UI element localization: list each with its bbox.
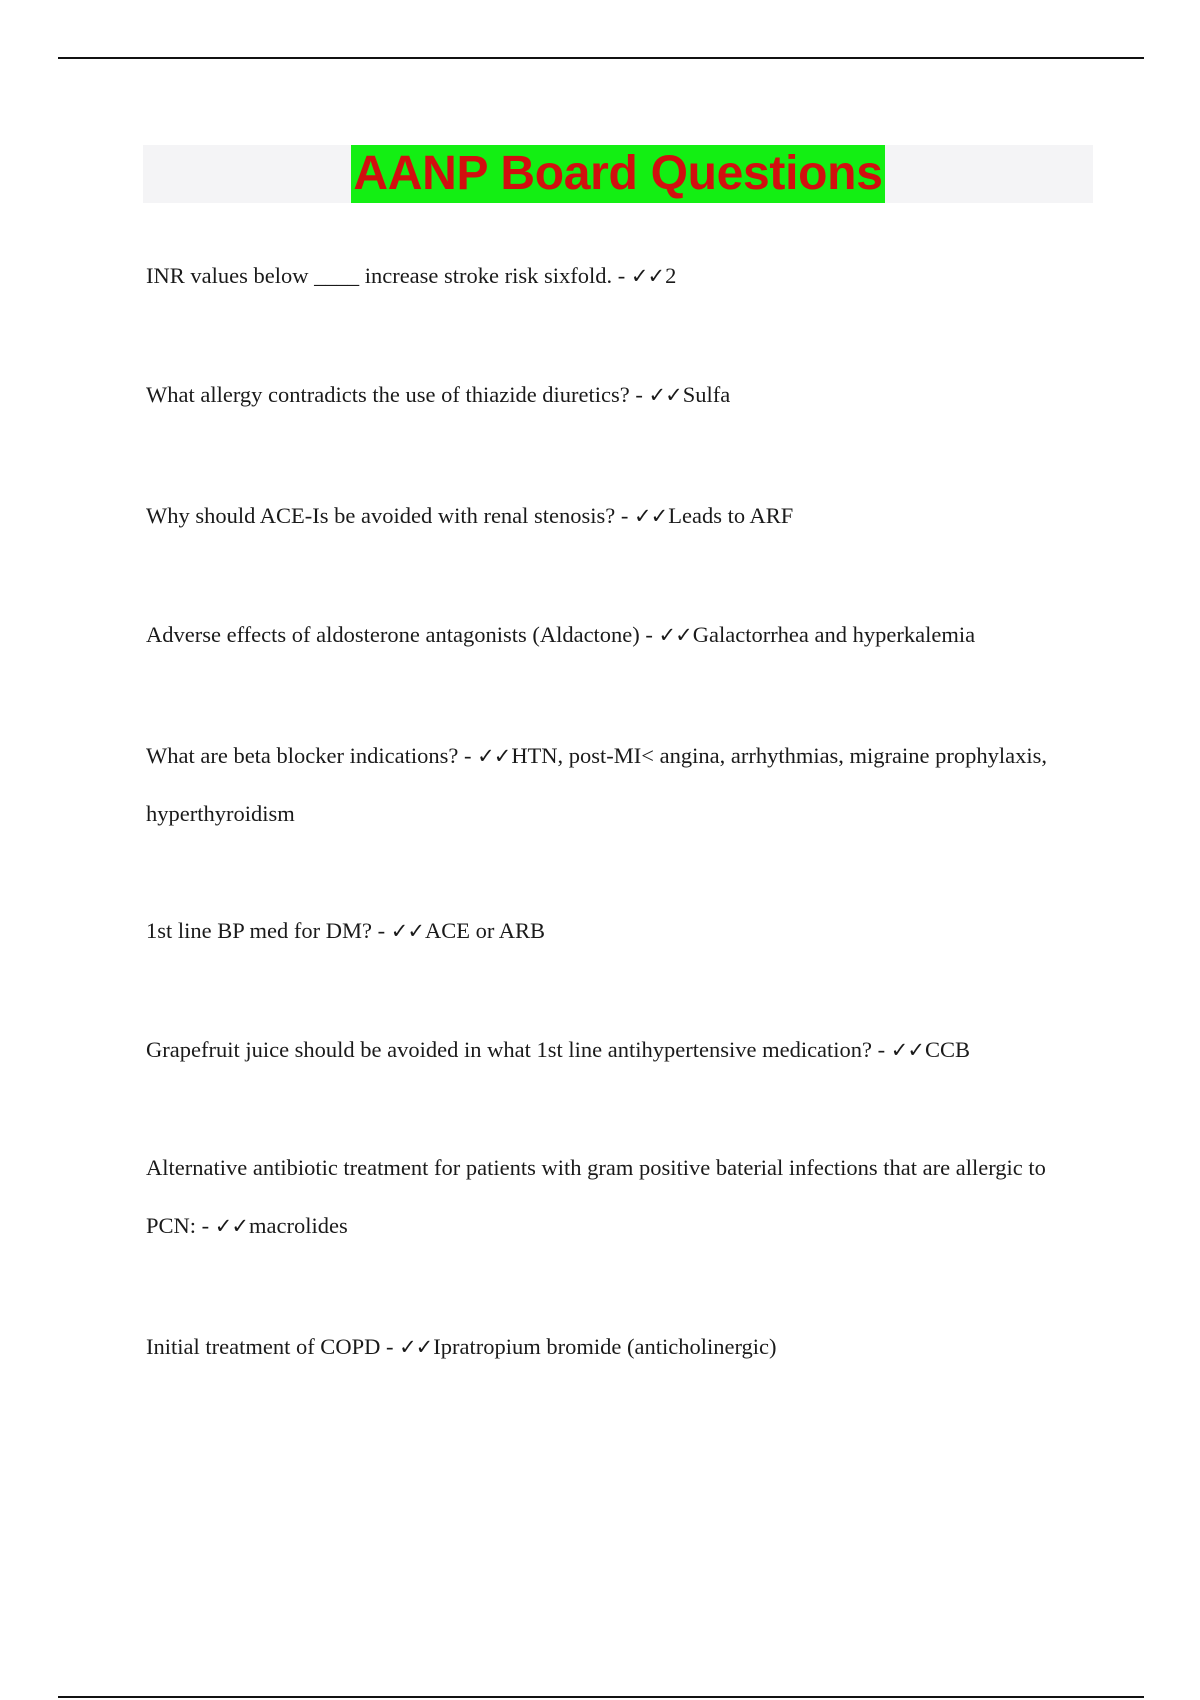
qa-item [146, 247, 1096, 305]
question-text: INR values below ____ increase stroke risk sixfold. [146, 263, 613, 288]
separator: - [612, 263, 631, 288]
qa-item [146, 487, 1096, 545]
answer-text: 2 [665, 263, 677, 288]
answer-text: CCB [925, 1037, 971, 1062]
title-banner [143, 145, 1093, 203]
question-text: Grapefruit juice should be avoided in what 1st line antihypertensive medication? [146, 1037, 873, 1062]
separator: - [372, 918, 391, 943]
top-rule [58, 57, 1144, 59]
bottom-rule [58, 1696, 1144, 1698]
answer-text: Ipratropium bromide (anticholinergic) [433, 1334, 777, 1359]
answer-text: HTN, post-MI< angina, arrhythmias, migraine prophylaxis, hyperthyroidism [146, 743, 1048, 826]
qa-item [146, 727, 1096, 843]
separator: - [639, 622, 659, 647]
qa-item [146, 366, 1096, 424]
question-text: Adverse effects of aldosterone antagonists (Aldactone) [146, 622, 640, 647]
question-text: Why should ACE-Is be avoided with renal stenosis? [146, 503, 616, 528]
qa-item [146, 902, 1096, 960]
separator: - [629, 382, 649, 407]
double-check-icon: ✓✓ [630, 264, 665, 288]
separator: - [615, 503, 635, 528]
qa-item [146, 1021, 1096, 1079]
question-text: Alternative antibiotic treatment for patients with gram positive baterial infections that are allergic to PCN: [146, 1155, 1046, 1238]
page-title: AANP Board Questions [351, 145, 884, 203]
double-check-icon: ✓✓ [648, 383, 682, 407]
answer-text: Sulfa [682, 382, 731, 407]
question-text: Initial treatment of COPD [146, 1334, 381, 1359]
answer-text: Leads to ARF [668, 503, 794, 528]
separator: - [872, 1037, 891, 1062]
separator: - [196, 1213, 215, 1238]
double-check-icon: ✓✓ [658, 623, 692, 647]
answer-text: macrolides [248, 1213, 348, 1238]
question-text: What are beta blocker indications? [146, 743, 459, 768]
answer-text: ACE or ARB [424, 918, 545, 943]
double-check-icon: ✓✓ [890, 1038, 924, 1062]
double-check-icon: ✓✓ [399, 1335, 433, 1359]
double-check-icon: ✓✓ [634, 504, 668, 528]
question-text: What allergy contradicts the use of thiazide diuretics? [146, 382, 630, 407]
question-text: 1st line BP med for DM? [146, 918, 373, 943]
double-check-icon: ✓✓ [477, 744, 511, 768]
double-check-icon: ✓✓ [390, 919, 424, 943]
answer-text: Galactorrhea and hyperkalemia [692, 622, 976, 647]
separator: - [458, 743, 478, 768]
double-check-icon: ✓✓ [214, 1214, 248, 1238]
qa-item [146, 1318, 1096, 1376]
qa-item [146, 1139, 1096, 1255]
qa-item [146, 606, 1096, 664]
separator: - [380, 1334, 400, 1359]
